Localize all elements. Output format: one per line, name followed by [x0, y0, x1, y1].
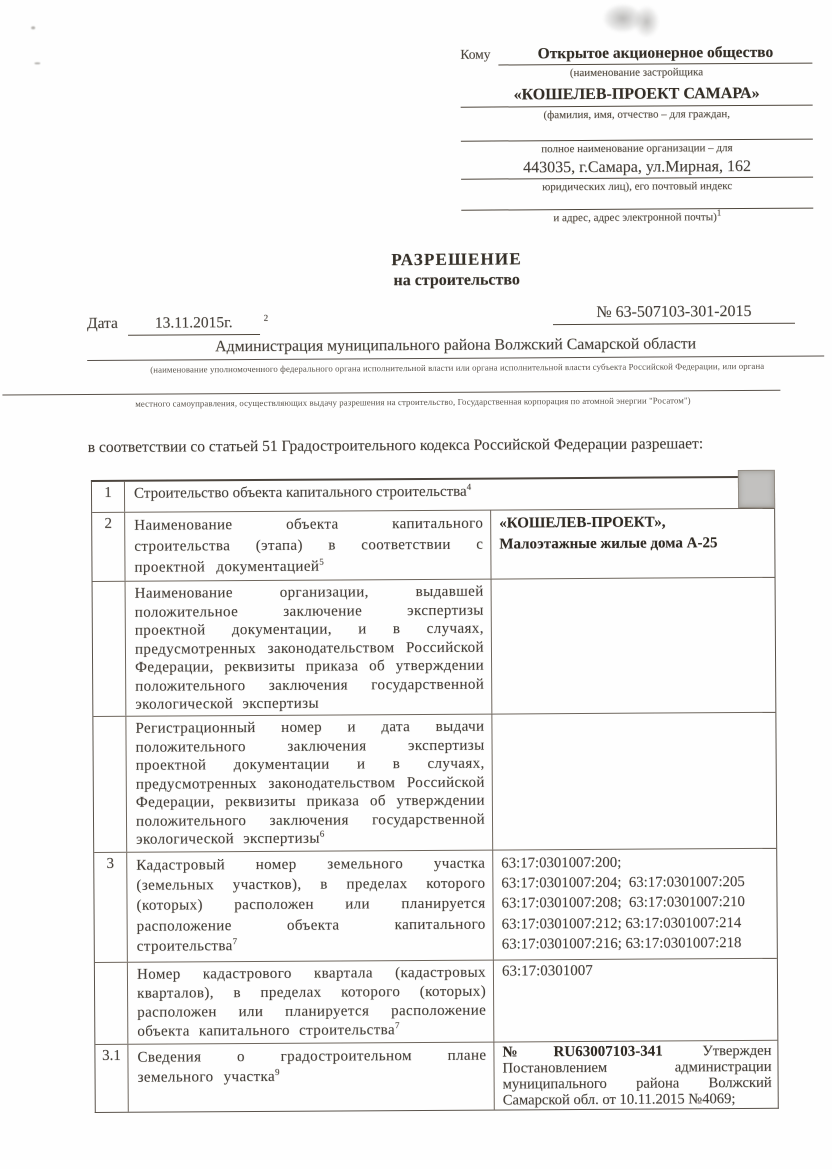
row-3a-text: Кадастровый номер земельного участка (земельных участков), в пределах которого (которых) расположен или планируется расположение объекта капитального строительства: [136, 855, 486, 955]
row-number-empty: [93, 717, 127, 852]
table-row-2a: [92, 508, 774, 581]
document-number: № 63-507103-301-2015: [553, 303, 795, 325]
caption-developer: (наименование застройщика: [569, 66, 704, 80]
recipient-block: [460, 44, 813, 228]
row-number-empty: [93, 582, 127, 716]
row-number: 2: [92, 513, 125, 581]
urban-plan-number: №RU63007103-341: [502, 1043, 663, 1061]
footnote-marker-4: 4: [466, 481, 472, 492]
document-title: [87, 247, 827, 292]
caption-fio: (фамилия, имя, отчество – для граждан,: [543, 108, 731, 122]
footnote-marker-5: 5: [319, 556, 325, 567]
urban-plan-info: [494, 1041, 777, 1110]
table-row-1: [92, 478, 774, 512]
cadastral-line: 63:17:0301007:216; 63:17:0301007:218: [501, 934, 742, 953]
address-value: 443035, г.Самара, ул.Мирная, 162: [461, 158, 813, 180]
permit-details-table: [91, 476, 779, 1113]
footnote-marker-2: 2: [263, 312, 269, 323]
date-value: 13.11.2015г.: [128, 314, 260, 336]
row-2c-text: Регистрационный номер и дата выдачи положительного заключения экспертизы проектной документации и в случаях, предусмотренных законодательством Российской Федерации, реквизиты приказа об утверждении положительного заключения государственной экологической экспертизы: [135, 718, 486, 848]
row-3b-text: Номер кадастрового квартала (кадастровых кварталов), в пределах которого (которых) расположен или планируется расположение объекта капитального строительства: [136, 964, 487, 1040]
to-label: Кому: [460, 46, 491, 62]
title-line-2: на строительство: [393, 271, 520, 290]
table-row-3b: [95, 958, 777, 1044]
scan-speck: [34, 62, 40, 64]
caption-email-text: и адрес, адрес электронной почты): [553, 211, 717, 225]
footnote-marker-7: 7: [232, 935, 238, 946]
table-row-3a: [94, 848, 777, 962]
cadastral-line: 63:17:0301007:212; 63:17:0301007:214: [501, 914, 742, 933]
shaded-cell: [738, 478, 774, 508]
row-2b-label: Наименование организации, выдавшей положительное заключение экспертизы проектной документации, и в случаях, предусмотренных законодательством Российской Федерации, реквизиты приказа об утверждении положительного заключения государственной экологической экспертизы: [126, 580, 493, 716]
row-2c-value-empty: [492, 713, 776, 850]
row-2a-value: [491, 509, 774, 579]
cadastral-line: 63:17:0301007:200;: [501, 854, 622, 872]
footnote-marker-1: 1: [716, 207, 722, 218]
footnote-marker-9: 9: [274, 1066, 280, 1077]
row-3-1-label: [128, 1043, 494, 1112]
cadastral-line: 63:17:0301007:208; 63:17:0301007:210: [501, 894, 745, 912]
row-number: 3.1: [95, 1045, 128, 1112]
cadastral-line: 63:17:0301007:204; 63:17:0301007:205: [501, 874, 745, 892]
object-name-line-1: «КОШЕЛЕВ-ПРОЕКТ»,: [499, 514, 666, 532]
title-line-1: РАЗРЕШЕНИЕ: [391, 249, 522, 270]
intro-statement: в соответствии со статьей 51 Градостроительного кодекса Российской Федерации разрешает:: [87, 435, 704, 457]
table-row-2c: [93, 712, 776, 852]
cadastral-numbers: [493, 849, 777, 960]
date-number-line: [86, 302, 827, 336]
scan-speck: [31, 26, 35, 29]
row-1-label: Строительство объекта капитального строительства: [133, 483, 467, 502]
table-row-3-1: [95, 1040, 777, 1112]
row-2b-value-empty: [492, 578, 776, 714]
table-row-2b: [93, 577, 776, 716]
blank-field-line: [461, 123, 813, 142]
authority-caption-1: (наименование уполномоченного федерального органа исполнительной власти или органа исполнительной власти субъекта Российской Федерации, или органа: [150, 360, 765, 375]
row-3a-label: [127, 851, 494, 962]
row-2a-label: [125, 511, 491, 581]
company-name-value: «КОШЕЛЕВ-ПРОЕКТ САМАРА»: [461, 85, 813, 108]
scan-smudge: [596, 0, 666, 42]
cadastral-quarter: 63:17:0301007: [501, 962, 593, 980]
object-name-line-2: Малоэтажные жилые дома А-25: [499, 535, 718, 553]
authority-name: Администрация муниципального района Волжский Самарской области: [87, 335, 824, 362]
row-2a-text: Наименование объекта капитального строительства (этапа) в соответствии с проектной документацией: [134, 515, 484, 576]
urban-plan-text: Утвержден Постановлением администрации муниципального района Волжский Самарской обл. от 10.11.2015 №4069;: [502, 1042, 772, 1109]
caption-org: полное наименование организации – для: [541, 142, 733, 156]
row-1-text: [125, 478, 738, 512]
row-2c-label: [126, 715, 493, 852]
caption-email: [461, 209, 813, 228]
row-number: 3: [94, 853, 128, 962]
row-number-empty: [95, 963, 128, 1044]
recipient-line-1: [460, 44, 812, 66]
authority-caption-2: местного самоуправления, осуществляющих выдачу разрешения на строительство, Государственная корпорация по атомной энергии "Росатом"): [135, 395, 691, 409]
footnote-marker-7b: 7: [394, 1020, 400, 1031]
caption-legal: юридических лиц), его почтовый индекс: [542, 180, 733, 194]
date-label: Дата: [86, 314, 118, 333]
company-type-value: Открытое акционерное общество: [498, 44, 812, 66]
row-3b-label: [128, 961, 494, 1044]
row-number: 1: [92, 482, 125, 512]
row-3-1-text: Сведения о градостроительном плане земельного участка: [137, 1047, 487, 1086]
footnote-marker-6: 6: [319, 828, 325, 839]
